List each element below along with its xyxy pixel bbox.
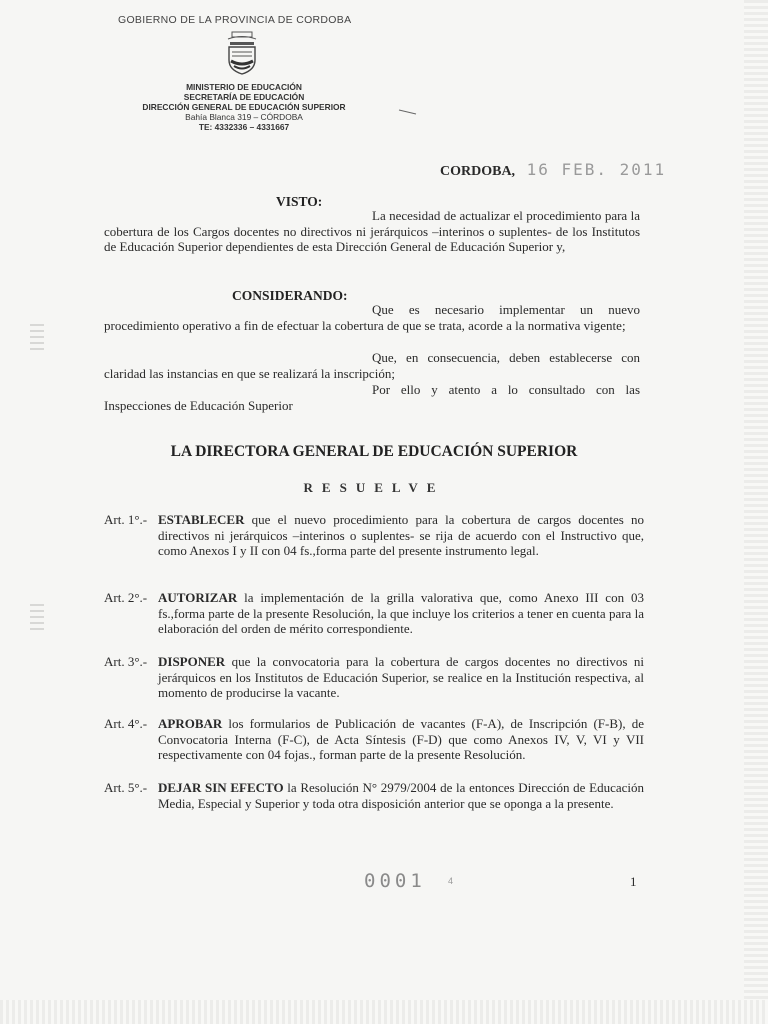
- article-text: los formularios de Publicación de vacantes (F-A), de Inscripción (F-B), de Convocatoria Interna (F-C), de Acta Síntesis (F-D) que como Anexos IV, V, VI y VII respectivamente con 04 fojas., forman parte de la presente Resolución.: [158, 716, 644, 762]
- scan-edge-bottom: [0, 1000, 768, 1024]
- hole-punch-mark: [30, 604, 44, 634]
- ministry-name: MINISTERIO DE EDUCACIÓN: [186, 82, 302, 92]
- article-keyword: ESTABLECER: [158, 512, 245, 527]
- article-4: [104, 716, 644, 763]
- date-line: [440, 160, 666, 180]
- article-number: Art. 1°.-: [104, 512, 148, 527]
- pen-mark: [398, 108, 418, 116]
- folio-suffix: 4: [448, 876, 454, 886]
- phone: TE: 4332336 – 4331667: [198, 122, 290, 132]
- scan-edge-right: [744, 0, 768, 1024]
- article-keyword: AUTORIZAR: [158, 590, 238, 605]
- folio-stamp: 0001: [364, 870, 426, 892]
- article-number: Art. 3°.-: [104, 654, 148, 669]
- article-number: Art. 2°.-: [104, 590, 148, 605]
- article-2: [104, 590, 644, 637]
- article-text: la Resolución N° 2979/2004 de la entonces Dirección de Educación Media, Especial y Superior y toda otra disposición anterior que se oponga a la presente.: [158, 780, 644, 811]
- article-keyword: DISPONER: [158, 654, 226, 669]
- coat-of-arms-icon: [222, 30, 262, 76]
- address: Bahía Blanca 319 – CÓRDOBA: [185, 112, 303, 122]
- government-header: GOBIERNO DE LA PROVINCIA DE CORDOBA: [118, 14, 352, 26]
- article-text: que la convocatoria para la cobertura de cargos docentes no directivos ni jerárquicos en los Institutos de Educación Superior, se realice en la Institución respectiva, al momento de producirse la vacante.: [158, 654, 644, 700]
- article-keyword: APROBAR: [158, 716, 223, 731]
- article-3: [104, 654, 644, 701]
- considerando-paragraph: Que es necesario implementar un nuevo procedimiento operativo a fin de efectuar la cobertura de que se trata, acorde a la normativa vigente;: [104, 302, 640, 333]
- page-number: 1: [630, 874, 637, 889]
- resuelve-heading: RESUELVE: [303, 480, 445, 495]
- date-stamp: 16 FEB. 2011: [526, 160, 667, 179]
- direction-name: DIRECCIÓN GENERAL DE EDUCACIÓN SUPERIOR: [142, 102, 346, 112]
- hole-punch-mark: [30, 324, 44, 354]
- article-text: que el nuevo procedimiento para la cobertura de cargos docentes no directivos ni jerárquicos –interinos o suplentes- se rija de acuerdo con el Instructivo que, como Anexos I y II con 04 fs.,forma parte del presente instrumento legal.: [158, 512, 644, 558]
- article-text: la implementación de la grilla valorativa que, como Anexo III con 03 fs.,forma parte de la presente Resolución, la que incluye los criterios a tener en cuenta para la elaboración del orden de mérito correspondiente.: [158, 590, 644, 636]
- city: CORDOBA,: [440, 164, 516, 179]
- issuer-title: LA DIRECTORA GENERAL DE EDUCACIÓN SUPERIOR: [170, 443, 578, 460]
- article-5: [104, 780, 644, 811]
- considerando-paragraph: Que, en consecuencia, deben establecerse con claridad las instancias en que se realizará la inscripción;: [104, 350, 640, 381]
- article-number: Art. 5°.-: [104, 780, 148, 795]
- article-1: [104, 512, 644, 559]
- visto-heading: VISTO:: [276, 194, 323, 209]
- secretariat-name: SECRETARÍA DE EDUCACIÓN: [183, 92, 305, 102]
- considerando-paragraph: Por ello y atento a lo consultado con las Inspecciones de Educación Superior: [104, 382, 640, 413]
- article-keyword: DEJAR SIN EFECTO: [158, 780, 284, 795]
- ministry-block: [118, 82, 370, 132]
- article-number: Art. 4°.-: [104, 716, 148, 731]
- considerando-heading: CONSIDERANDO:: [232, 288, 348, 303]
- visto-text: La necesidad de actualizar el procedimiento para la cobertura de los Cargos docentes no directivos ni jerárquicos –interinos o suplentes- de los Institutos de Educación Superior dependientes de esta Dirección General de Educación Superior y,: [104, 208, 640, 254]
